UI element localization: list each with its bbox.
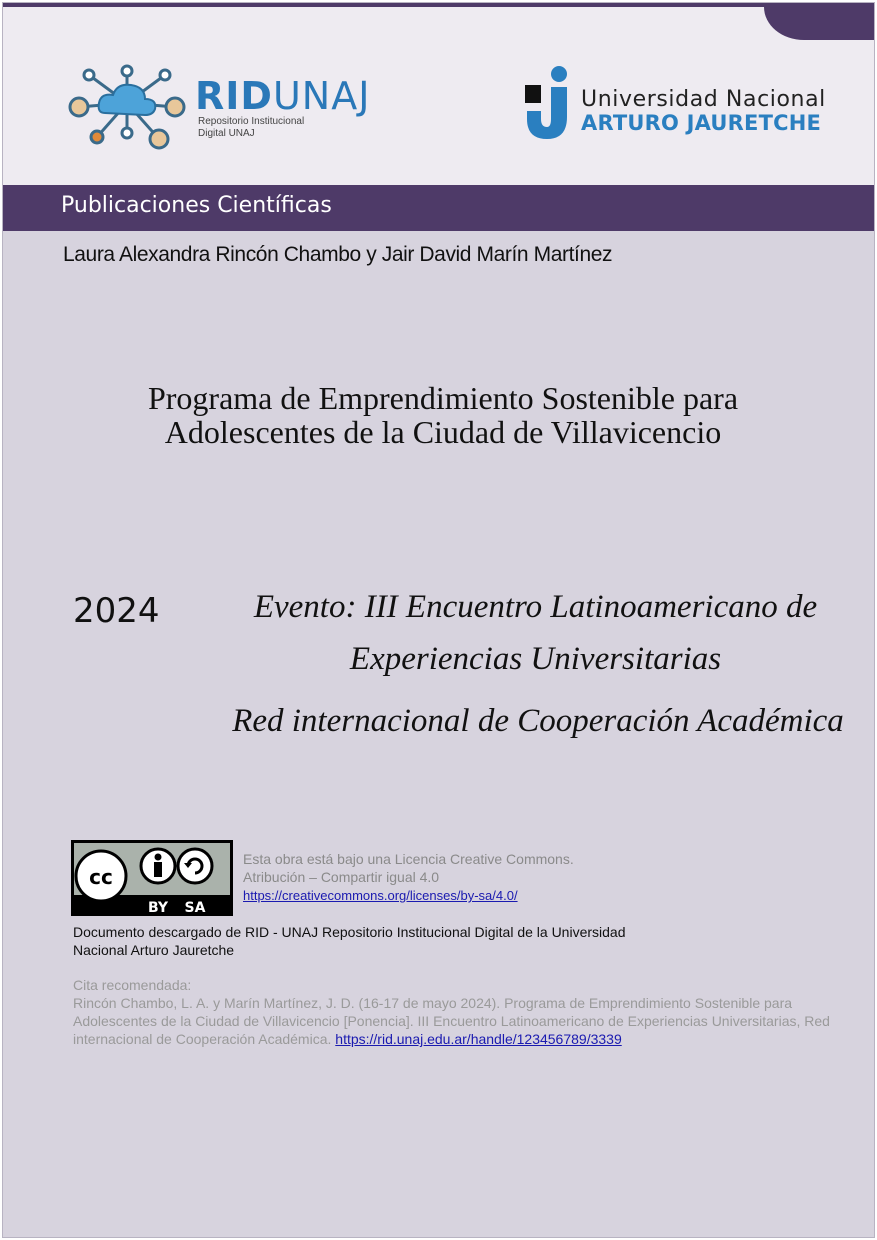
citation-link[interactable]: https://rid.unaj.edu.ar/handle/123456789/3339 [335,1031,622,1047]
download-notice [73,923,693,959]
license-link[interactable]: https://creativecommons.org/licenses/by-sa/4.0/ [243,888,518,903]
download-line2: Nacional Arturo Jauretche [73,942,235,958]
section-label: Publicaciones Científicas [61,193,332,218]
event-line1: Evento: III Encuentro Latinoamericano de [253,589,818,625]
document-title [63,381,823,449]
citation-label: Cita recomendada: [73,977,192,993]
rid-subtitle [198,116,338,140]
badge-by-label: BY [147,900,169,916]
rid-network-cloud-icon [67,63,187,153]
cover-page [2,2,875,1238]
event-name [233,581,838,685]
citation-text: Rincón Chambo, L. A. y Marín Martínez, J. D. (16-17 de mayo 2024). Programa de Emprendimiento Sostenible para Adolescentes de la Ciudad de Villavicencio [Ponencia]. III Encuentro Latinoamericano de Experiencias Universitarias, Red internacional de Cooperación Académica. [73,995,830,1047]
network-name: Red internacional de Cooperación Académica [232,703,844,739]
download-line1: Documento descargado de RID - UNAJ Repositorio Institucional Digital de la Universidad [73,924,626,940]
svg-text:cc: cc [89,865,113,889]
license-text [243,850,574,905]
license-line2: Atribución – Compartir igual 4.0 [243,869,440,885]
title-line1: Programa de Emprendimiento Sostenible para [147,380,739,416]
university-honoree: ARTURO JAURETCHE [581,111,822,135]
corner-tab [764,7,874,40]
citation [73,976,833,1048]
unaj-logo-icon [523,65,575,141]
rid-subtitle-line1: Repositorio Institucional [198,116,305,127]
rid-subtitle-line2: Digital UNAJ [198,128,255,139]
publication-year: 2024 [73,591,160,631]
rid-brand-bold: RID [195,74,273,118]
cc-by-sa-badge-icon[interactable] [71,840,233,916]
authors: Laura Alexandra Rincón Chambo y Jair David Marín Martínez [63,243,613,266]
rid-brand [195,74,371,118]
badge-sa-label: SA [184,900,206,916]
title-line2: Adolescentes de la Ciudad de Villavicencio [164,414,722,450]
event-line2: Experiencias Universitarias [349,641,722,677]
university-name: Universidad Nacional [581,87,826,112]
license-line1: Esta obra está bajo una Licencia Creative Commons. [243,851,574,867]
rid-brand-light: UNAJ [272,74,371,118]
header [3,7,874,187]
citation-body [73,994,833,1048]
